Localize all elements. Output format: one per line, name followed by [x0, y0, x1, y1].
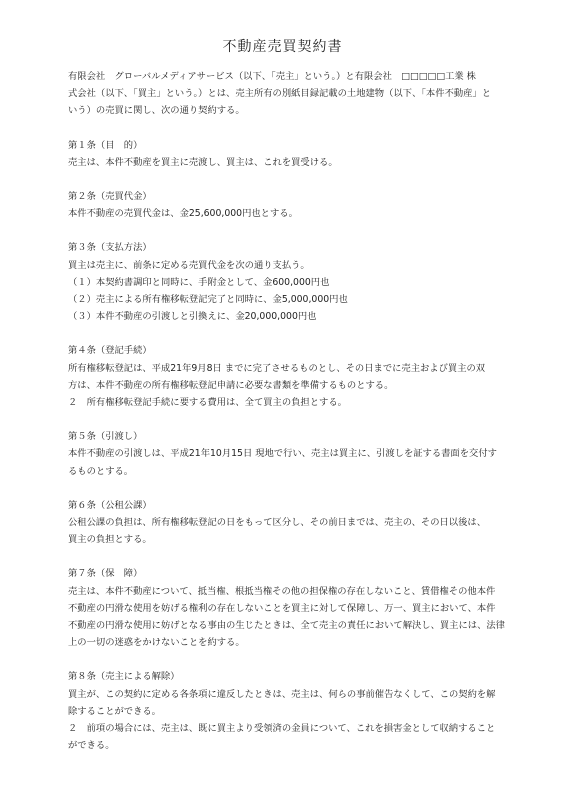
document-title: 不動産売買契約書 — [222, 39, 343, 55]
article-heading: 第５条（引渡し） — [68, 431, 143, 443]
article-line: 買主の負担とする。 — [68, 534, 152, 546]
article-line: ができる。 — [68, 740, 115, 752]
article-8 — [68, 668, 518, 754]
article-line: 方は、本件不動産の所有権移転登記申請に必要な書類を準備するものとする。 — [68, 379, 394, 391]
article-6 — [68, 497, 518, 549]
article-3 — [68, 239, 518, 325]
document-body — [68, 68, 518, 755]
article-heading: 第４条（登記手続） — [68, 345, 152, 357]
article-line: 本件不動産の売買代金は、金25,600,000円也とする。 — [68, 208, 298, 220]
article-heading: 第６条（公租公課） — [68, 499, 152, 511]
article-heading: 第３条（支払方法） — [68, 242, 152, 254]
article-line: るものとする。 — [68, 465, 134, 477]
article-4 — [68, 342, 518, 411]
article-line: 売主は、本件不動産を買主に売渡し、買主は、これを買受ける。 — [68, 156, 338, 168]
article-heading: 第１条（目 的） — [68, 139, 143, 151]
article-line: 買主は売主に、前条に定める売買代金を次の通り支払う。 — [68, 259, 310, 271]
article-2 — [68, 188, 518, 222]
article-line: 買主が、この契約に定める各条項に違反したときは、売主は、何らの事前催告なくして、この契約を解 — [68, 688, 496, 700]
article-heading: 第８条（売主による解除） — [68, 671, 180, 683]
article-line: （２）売主による所有権移転登記完了と同時に、金5,000,000円也 — [68, 294, 348, 306]
intro-line: 有限会社 グローバルメディアサービス（以下、「売主」という。）と有限会社 □□□□□工業 株 — [68, 71, 476, 82]
article-5 — [68, 428, 518, 480]
article-1 — [68, 137, 518, 171]
intro-line: 式会社（以下、「買主」という。）とは、売主所有の別紙目録記載の土地建物（以下、「本件不動産」と — [68, 88, 492, 100]
article-line: 公租公課の負担は、所有権移転登記の日をもって区分し、その前日までは、売主の、その日以後は、 — [68, 517, 486, 529]
article-line: 除することができる。 — [68, 705, 161, 717]
article-line: 売主は、本件不動産について、抵当権、根抵当権その他の担保権の存在しないこと、賃借権その他本件 — [68, 585, 496, 597]
article-line: （３）本件不動産の引渡しと引換えに、金20,000,000円也 — [68, 311, 317, 323]
article-line: 不動産の円滑な使用に妨げとなる事由の生じたときは、全て売主の責任において解決し、買主には、法律 — [68, 620, 505, 632]
article-line: ２ 所有権移転登記手続に要する費用は、全て買主の負担とする。 — [68, 397, 347, 409]
article-line: （１）本契約書調印と同時に、手附金として、金600,000円也 — [68, 276, 330, 288]
article-line: 本件不動産の引渡しは、平成21年10月15日 現地で行い、売主は買主に、引渡しを証する書面を交付す — [68, 448, 497, 460]
article-line: 不動産の円滑な使用を妨げる権利の存在しないことを買主に対して保障し、万一、買主において、本件 — [68, 602, 496, 614]
article-line: ２ 前項の場合には、売主は、既に買主より受領済の金員について、これを損害金として収納すること — [68, 723, 496, 735]
article-heading: 第２条（売買代金） — [68, 191, 152, 203]
intro-line: いう）の売買に関し、次の通り契約する。 — [68, 105, 245, 117]
article-heading: 第７条（保 障） — [68, 568, 143, 580]
article-line: 所有権移転登記は、平成21年9月8日 までに完了させるものとし、その日までに売主および買主の双 — [68, 362, 486, 374]
article-7 — [68, 565, 518, 651]
intro-paragraph — [68, 68, 518, 120]
article-line: 上の一切の迷惑をかけないことを約する。 — [68, 637, 245, 649]
